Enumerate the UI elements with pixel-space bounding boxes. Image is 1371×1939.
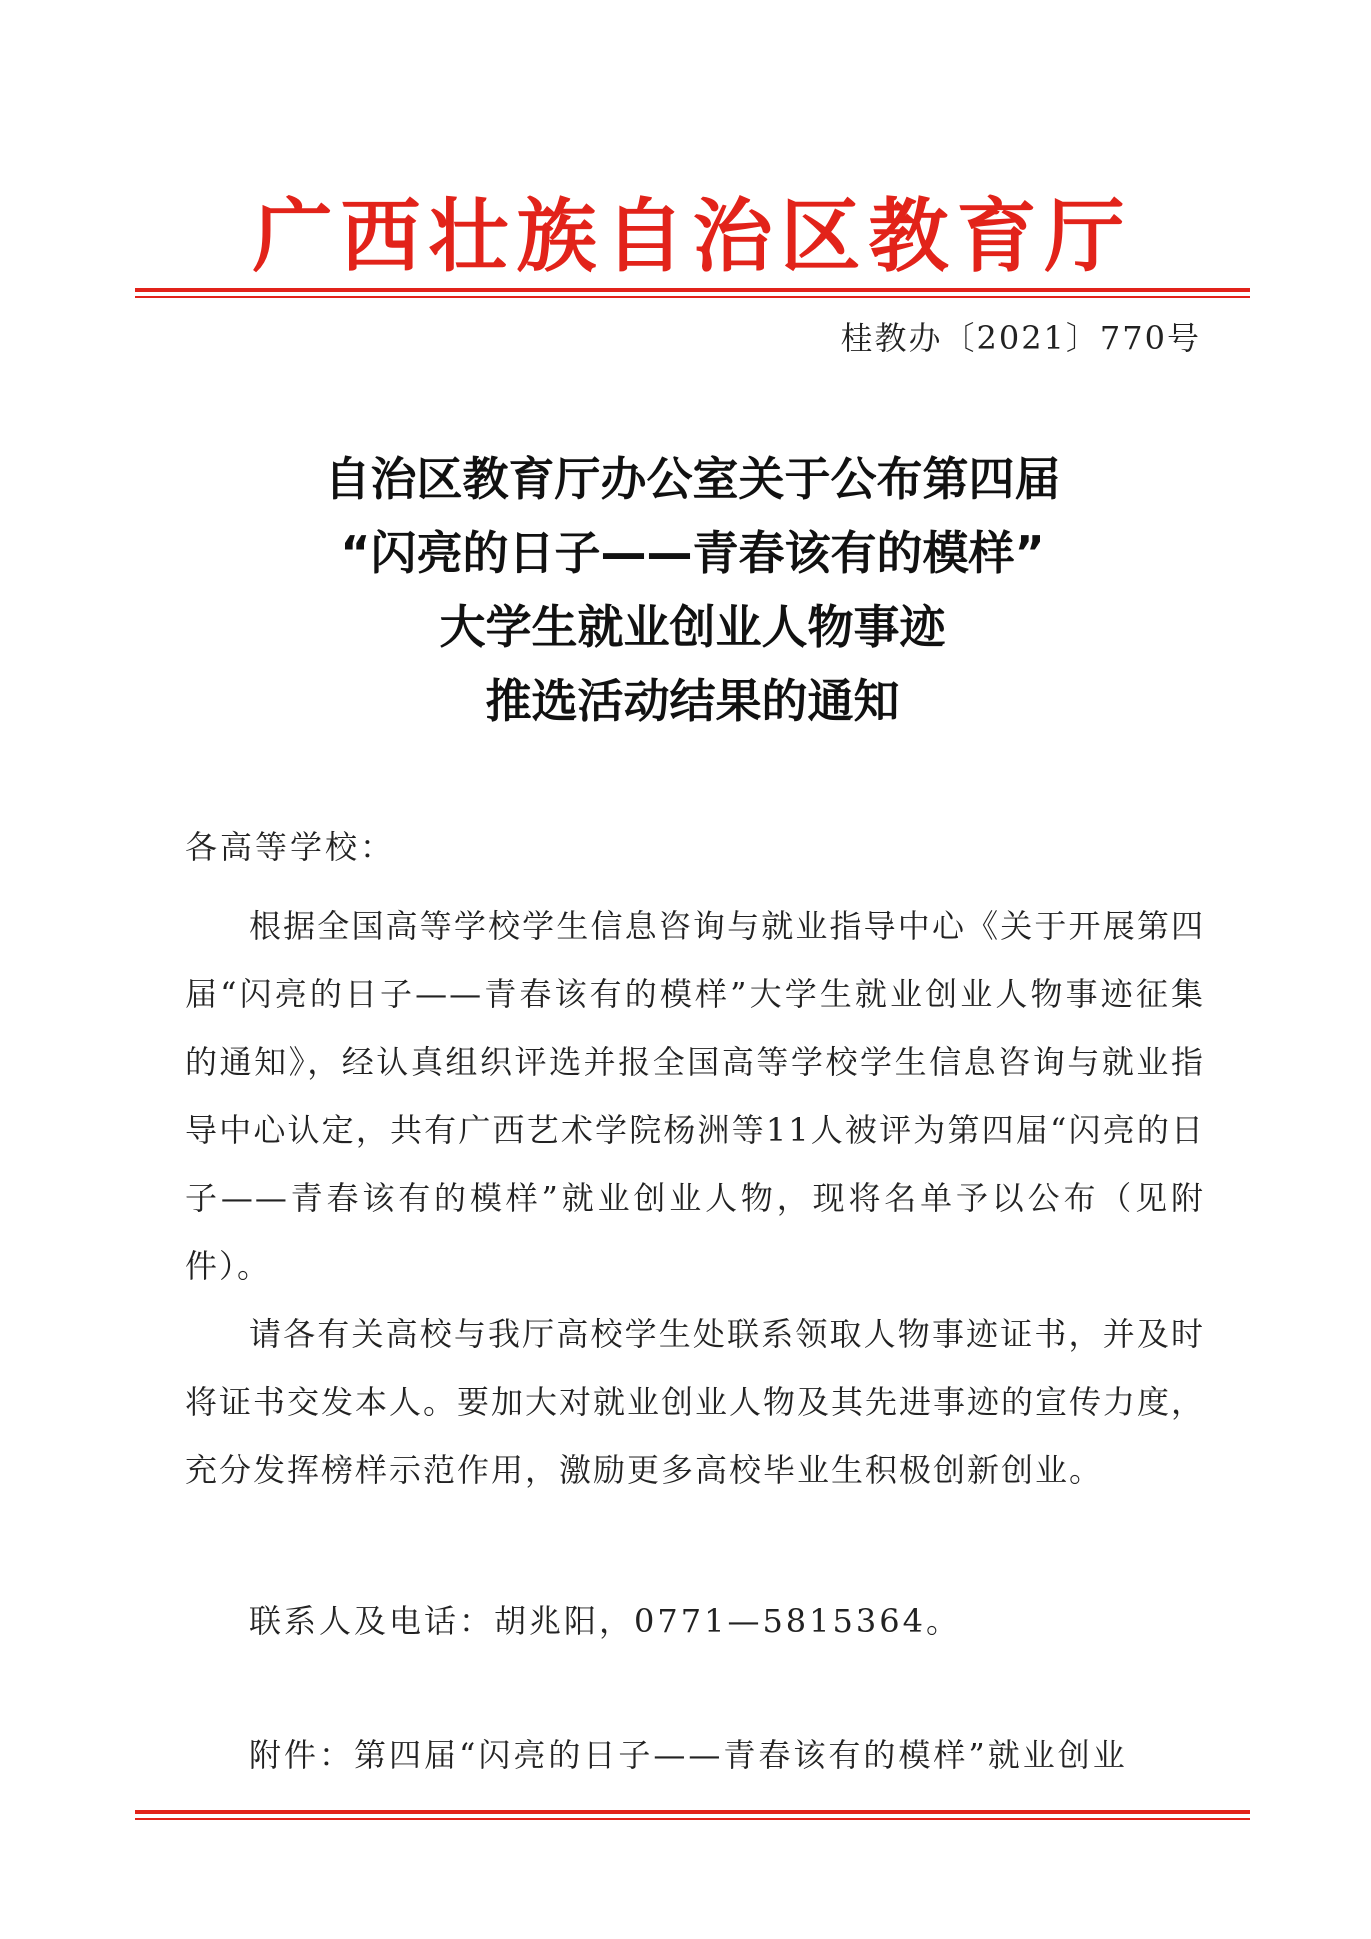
header-red-rule-thick — [135, 288, 1250, 292]
contact-info: 联系人及电话：胡兆阳，0771—5815364。 — [249, 1602, 961, 1640]
attachment-note: 附件：第四届“闪亮的日子——青春该有的模样”就业创业 — [249, 1736, 1128, 1774]
header-red-rule-thin — [135, 296, 1250, 298]
issuing-authority-header: 广西壮族自治区教育厅 — [252, 189, 1133, 283]
paragraph-2: 请各有关高校与我厅高校学生处联系领取人物事迹证书，并及时将证书交发本人。要加大对就业创业人物及其先进事迹的宣传力度，充分发挥榜样示范作用，激励更多高校毕业生积极创新创业。 — [185, 1315, 1206, 1489]
title-line-4: 推选活动结果的通知 — [485, 674, 900, 728]
body-text — [185, 892, 1205, 1504]
salutation: 各高等学校： — [185, 828, 396, 866]
document-title — [135, 442, 1250, 738]
title-line-2: “闪亮的日子——青春该有的模样” — [340, 526, 1045, 580]
footer-red-rule-thin — [135, 1818, 1250, 1820]
title-line-1: 自治区教育厅办公室关于公布第四届 — [324, 452, 1061, 506]
paragraph-1: 根据全国高等学校学生信息咨询与就业指导中心《关于开展第四届“闪亮的日子——青春该有的模样”大学生就业创业人物事迹征集的通知》，经认真组织评选并报全国高等学校学生信息咨询与就业指导中心认定，共有广西艺术学院杨洲等11人被评为第四届“闪亮的日子——青春该有的模样”就业创业人物，现将名单予以公布（见附件）。 — [185, 907, 1205, 1285]
document-number: 桂教办〔2021〕770号 — [840, 319, 1201, 357]
title-line-3: 大学生就业创业人物事迹 — [439, 600, 946, 654]
footer-red-rule-thick — [135, 1810, 1250, 1814]
